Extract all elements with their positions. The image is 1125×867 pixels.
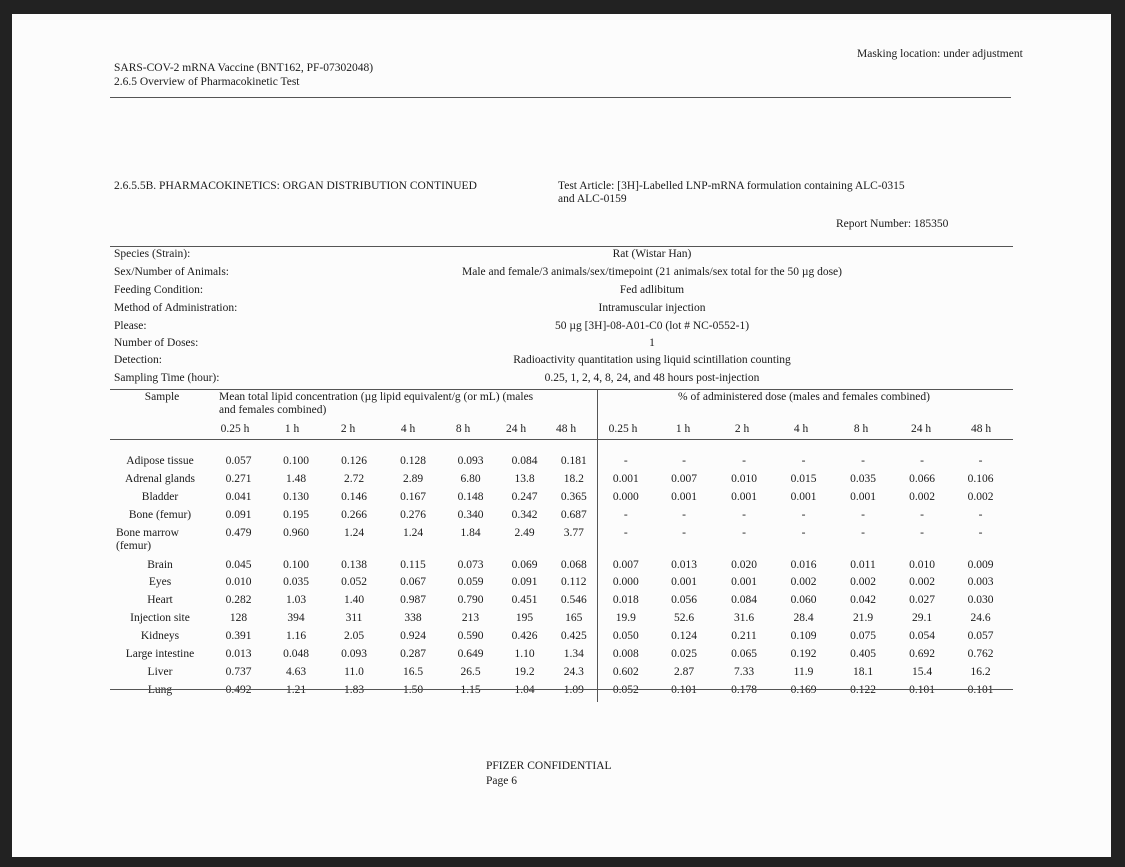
dose-percent-cell: 0.106 bbox=[967, 472, 994, 485]
concentration-cell: 0.057 bbox=[225, 455, 252, 467]
header-rule bbox=[110, 97, 1011, 98]
group-header-dose: % of administered dose (males and females combined) bbox=[678, 391, 930, 403]
dose-percent-cell: 0.007 bbox=[597, 559, 654, 577]
dose-percent-cell: - bbox=[978, 508, 983, 521]
meta-value: Male and female/3 animals/sex/timepoint (21 animals/sex total for the 50 µg dose) bbox=[462, 266, 842, 278]
dose-percent-cell: 0.020 bbox=[731, 558, 757, 571]
sample-cell: Adrenal glands bbox=[125, 472, 195, 485]
sample-cell: Bone marrow (femur) bbox=[116, 526, 179, 552]
time-header: 0.25 h bbox=[608, 423, 638, 435]
concentration-cell bbox=[383, 684, 443, 702]
confidential-label: PFIZER CONFIDENTIAL bbox=[486, 760, 612, 772]
concentration-cell: 0.045 bbox=[225, 558, 252, 571]
concentration-cell: 0.059 bbox=[457, 576, 484, 589]
sample-cell: Large intestine bbox=[125, 648, 195, 661]
meta-value: Fed adlibitum bbox=[619, 284, 685, 296]
dose-percent-cell: 0.602 bbox=[597, 666, 654, 684]
dose-percent-cell: - bbox=[801, 455, 806, 467]
dose-percent-cell: - bbox=[682, 455, 686, 467]
concentration-cell: 1.84 bbox=[460, 526, 481, 539]
dose-percent-cell: 0.692 bbox=[909, 648, 935, 661]
dose-percent-cell: 0.000 bbox=[597, 576, 654, 594]
concentration-cell bbox=[498, 684, 551, 702]
dose-percent-cell: 0.001 bbox=[731, 576, 757, 589]
dose-percent-cell: - bbox=[682, 526, 686, 539]
concentration-cell: 19.2 bbox=[514, 665, 535, 678]
dose-percent-cell: - bbox=[742, 455, 746, 467]
concentration-cell: 0.451 bbox=[511, 594, 538, 607]
concentration-cell: 0.649 bbox=[457, 648, 484, 661]
table-row bbox=[110, 527, 1010, 559]
dose-percent-cell: - bbox=[920, 526, 924, 539]
dose-percent-cell: 16.2 bbox=[970, 665, 991, 678]
meta-label: Species (Strain): bbox=[114, 248, 191, 260]
concentration-cell bbox=[443, 684, 498, 702]
table-row bbox=[110, 594, 1010, 612]
concentration-cell: 1.24 bbox=[402, 526, 424, 539]
sample-cell: Heart bbox=[147, 594, 173, 607]
concentration-cell: 26.5 bbox=[460, 665, 481, 678]
concentration-cell: 338 bbox=[404, 612, 422, 625]
dose-percent-cell bbox=[774, 684, 833, 702]
dose-percent-cell: 0.084 bbox=[731, 594, 757, 607]
concentration-cell: 0.091 bbox=[511, 576, 538, 589]
concentration-cell: 0.052 bbox=[341, 576, 367, 589]
concentration-cell: 6.80 bbox=[460, 472, 481, 485]
concentration-cell: 24.3 bbox=[563, 665, 584, 678]
concentration-cell: 1.48 bbox=[285, 472, 307, 485]
concentration-cell: 1.34 bbox=[563, 648, 584, 661]
dose-percent-cell: - bbox=[801, 508, 806, 521]
dose-percent-cell: 0.056 bbox=[671, 594, 697, 607]
dose-percent-cell: 0.009 bbox=[967, 558, 994, 571]
table-row bbox=[110, 473, 1010, 491]
dose-percent-cell: 21.9 bbox=[852, 612, 874, 625]
time-header: 1 h bbox=[284, 423, 300, 435]
meta-value: Intramuscular injection bbox=[598, 302, 706, 314]
dose-percent-cell: 0.057 bbox=[967, 630, 994, 643]
concentration-cell: 1.24 bbox=[343, 526, 365, 539]
concentration-cell: 0.067 bbox=[400, 576, 426, 589]
dose-percent-cell: 0.001 bbox=[790, 490, 817, 503]
concentration-cell: 0.084 bbox=[511, 455, 538, 467]
dose-percent-cell: 0.192 bbox=[790, 648, 817, 661]
table-body bbox=[110, 455, 1010, 702]
header-bottom-rule bbox=[110, 439, 1013, 440]
concentration-cell: 1.40 bbox=[343, 594, 365, 607]
dose-percent-cell: - bbox=[920, 455, 924, 467]
meta-value: 50 µg [3H]-08-A01-C0 (lot # NC-0552-1) bbox=[554, 320, 750, 332]
time-header: 8 h bbox=[455, 423, 471, 435]
concentration-cell: 2.49 bbox=[514, 526, 535, 539]
concentration-cell: 0.126 bbox=[341, 455, 367, 467]
table-row bbox=[110, 491, 1010, 509]
meta-label: Feeding Condition: bbox=[114, 284, 204, 296]
dose-percent-cell: 0.001 bbox=[671, 490, 697, 503]
concentration-cell: 0.091 bbox=[225, 508, 252, 521]
dose-percent-cell: 0.015 bbox=[790, 472, 817, 485]
concentration-cell: 0.115 bbox=[400, 558, 426, 571]
concentration-cell: 11.0 bbox=[344, 665, 364, 678]
dose-percent-cell: 0.001 bbox=[731, 490, 757, 503]
dose-percent-cell: 7.33 bbox=[733, 665, 755, 678]
sample-cell: Bone (femur) bbox=[128, 508, 192, 521]
concentration-cell: 0.590 bbox=[457, 630, 484, 643]
test-article-line1: Test Article: [3H]-Labelled LNP-mRNA formulation containing ALC-0315 bbox=[558, 180, 905, 192]
group-header-concentration-line2: and females combined) bbox=[219, 404, 327, 416]
concentration-cell: 0.687 bbox=[560, 508, 587, 521]
dose-percent-cell: 11.9 bbox=[793, 665, 814, 678]
dose-percent-cell: 19.9 bbox=[597, 612, 654, 630]
sample-cell: Adipose tissue bbox=[126, 455, 194, 467]
table-row bbox=[110, 612, 1010, 630]
dose-percent-cell bbox=[833, 684, 893, 702]
concentration-cell: 0.093 bbox=[457, 455, 484, 467]
concentration-cell: 0.048 bbox=[283, 648, 309, 661]
concentration-cell: 195 bbox=[515, 612, 534, 625]
dose-percent-cell: 15.4 bbox=[911, 665, 933, 678]
concentration-cell: 0.130 bbox=[283, 490, 309, 503]
dose-percent-cell: 0.211 bbox=[731, 630, 757, 643]
concentration-cell: 0.041 bbox=[225, 490, 252, 503]
concentration-cell: 0.546 bbox=[560, 594, 587, 607]
concentration-cell: 0.013 bbox=[225, 648, 252, 661]
concentration-cell: 0.146 bbox=[341, 490, 367, 503]
dose-percent-cell: 0.007 bbox=[671, 472, 697, 485]
dose-percent-cell: 28.4 bbox=[793, 612, 814, 625]
concentration-cell: 4.63 bbox=[285, 665, 307, 678]
time-header: 24 h bbox=[910, 423, 932, 435]
concentration-cell: 311 bbox=[345, 612, 363, 625]
report-number: Report Number: 185350 bbox=[836, 218, 949, 230]
table-row bbox=[110, 455, 1010, 473]
dose-percent-cell bbox=[654, 684, 714, 702]
concentration-cell: 0.271 bbox=[225, 472, 252, 485]
concentration-cell: 0.100 bbox=[283, 558, 309, 571]
concentration-cell: 0.276 bbox=[400, 508, 426, 521]
concentration-cell: 0.737 bbox=[225, 665, 252, 678]
concentration-cell: 1.16 bbox=[285, 630, 307, 643]
time-header: 24 h bbox=[505, 423, 527, 435]
concentration-cell: 0.425 bbox=[560, 630, 587, 643]
concentration-cell: 0.167 bbox=[400, 490, 426, 503]
concentration-cell bbox=[325, 684, 383, 702]
concentration-cell: 0.960 bbox=[283, 526, 309, 539]
meta-label: Number of Doses: bbox=[114, 337, 199, 349]
document-page bbox=[12, 14, 1111, 857]
dose-percent-cell: 0.003 bbox=[967, 576, 994, 589]
dose-percent-cell: - bbox=[597, 527, 654, 559]
time-header: 1 h bbox=[675, 423, 691, 435]
dose-percent-cell: 0.124 bbox=[671, 630, 697, 643]
meta-label: Detection: bbox=[114, 354, 162, 366]
concentration-cell: 0.266 bbox=[341, 508, 367, 521]
sample-cell: Kidneys bbox=[140, 630, 180, 643]
table-row bbox=[110, 666, 1010, 684]
dose-percent-cell: 0.050 bbox=[597, 630, 654, 648]
dose-percent-cell: 0.060 bbox=[790, 594, 817, 607]
concentration-cell: 2.72 bbox=[343, 472, 365, 485]
concentration-cell: 0.342 bbox=[511, 508, 538, 521]
dose-percent-cell bbox=[893, 684, 951, 702]
dose-percent-cell: 52.6 bbox=[673, 612, 695, 625]
dose-percent-cell: 0.016 bbox=[790, 558, 817, 571]
concentration-cell: 0.181 bbox=[560, 455, 587, 467]
dose-percent-cell: - bbox=[597, 455, 654, 473]
concentration-cell: 0.138 bbox=[341, 558, 367, 571]
concentration-cell: 0.073 bbox=[457, 558, 484, 571]
meta-label: Method of Administration: bbox=[114, 302, 238, 314]
concentration-cell bbox=[551, 684, 597, 702]
dose-percent-cell: - bbox=[861, 455, 865, 467]
concentration-cell: 1.03 bbox=[285, 594, 307, 607]
dose-percent-cell: 0.109 bbox=[790, 630, 817, 643]
time-header: 8 h bbox=[853, 423, 869, 435]
concentration-cell: 18.2 bbox=[563, 472, 584, 485]
dose-percent-cell: 31.6 bbox=[733, 612, 755, 625]
concentration-cell: 16.5 bbox=[402, 665, 424, 678]
meta-label: Sampling Time (hour): bbox=[114, 372, 220, 384]
sample-header: Sample bbox=[144, 391, 180, 403]
concentration-cell: 0.068 bbox=[560, 558, 587, 571]
concentration-cell: 0.987 bbox=[400, 594, 426, 607]
concentration-cell: 0.069 bbox=[511, 558, 538, 571]
dose-percent-cell: 0.000 bbox=[597, 491, 654, 509]
concentration-cell bbox=[210, 684, 267, 702]
dose-percent-cell: 0.010 bbox=[909, 558, 935, 571]
meta-label: Sex/Number of Animals: bbox=[114, 266, 229, 278]
table-row bbox=[110, 684, 1010, 702]
dose-percent-cell: 18.1 bbox=[852, 665, 874, 678]
dose-percent-cell: - bbox=[861, 508, 865, 521]
dose-percent-cell: - bbox=[861, 526, 865, 539]
sample-cell: Injection site bbox=[130, 612, 190, 625]
sample-cell: Eyes bbox=[148, 576, 172, 589]
dose-percent-cell bbox=[714, 684, 774, 702]
table-row bbox=[110, 559, 1010, 577]
table-row bbox=[110, 648, 1010, 666]
concentration-cell: 13.8 bbox=[514, 472, 535, 485]
meta-value: Radioactivity quantitation using liquid scintillation counting bbox=[513, 354, 791, 366]
table-row bbox=[110, 509, 1010, 527]
concentration-cell: 0.924 bbox=[400, 630, 426, 643]
concentration-cell: 394 bbox=[287, 612, 305, 625]
organ-distribution-table bbox=[110, 455, 1010, 702]
table-top-rule bbox=[110, 389, 1013, 390]
sample-cell bbox=[110, 684, 210, 702]
concentration-cell: 2.89 bbox=[402, 472, 424, 485]
dose-percent-cell: 0.030 bbox=[967, 594, 994, 607]
dose-percent-cell: 0.002 bbox=[790, 576, 817, 589]
concentration-cell bbox=[267, 684, 325, 702]
concentration-cell: 213 bbox=[461, 612, 480, 625]
dose-percent-cell: 0.018 bbox=[597, 594, 654, 612]
dose-percent-cell: - bbox=[920, 508, 924, 521]
meta-value: 0.25, 1, 2, 4, 8, 24, and 48 hours post-injection bbox=[544, 372, 760, 384]
concentration-cell: 0.287 bbox=[400, 648, 426, 661]
time-header: 4 h bbox=[793, 423, 809, 435]
concentration-cell: 0.010 bbox=[225, 576, 252, 589]
table-row bbox=[110, 576, 1010, 594]
section-name: 2.6.5 Overview of Pharmacokinetic Test bbox=[114, 76, 300, 88]
page-number: Page 6 bbox=[486, 775, 517, 787]
dose-percent-cell: 0.002 bbox=[967, 490, 994, 503]
dose-percent-cell: 0.002 bbox=[850, 576, 876, 589]
table-bottom-rule bbox=[110, 689, 1013, 690]
concentration-cell: 0.093 bbox=[341, 648, 367, 661]
dose-percent-cell bbox=[597, 684, 654, 702]
test-article-line2: and ALC-0159 bbox=[558, 193, 627, 205]
concentration-cell: 165 bbox=[565, 612, 583, 625]
concentration-cell: 0.112 bbox=[561, 576, 587, 589]
dose-percent-cell: - bbox=[742, 526, 746, 539]
dose-percent-cell: - bbox=[978, 455, 983, 467]
meta-top-rule bbox=[110, 246, 1013, 247]
time-header: 4 h bbox=[400, 423, 416, 435]
concentration-cell: 0.340 bbox=[457, 508, 484, 521]
concentration-cell: 1.10 bbox=[514, 648, 535, 661]
meta-label: Please: bbox=[114, 320, 147, 332]
concentration-cell: 2.05 bbox=[343, 630, 365, 643]
dose-percent-cell: 0.011 bbox=[850, 558, 876, 571]
concentration-cell: 0.282 bbox=[225, 594, 252, 607]
dose-percent-cell: 0.010 bbox=[731, 472, 757, 485]
concentration-cell: 0.128 bbox=[400, 455, 426, 467]
dose-percent-cell: - bbox=[742, 508, 746, 521]
dose-percent-cell: - bbox=[978, 526, 983, 539]
dose-percent-cell: 0.066 bbox=[909, 472, 935, 485]
dose-percent-cell: 0.025 bbox=[671, 648, 697, 661]
dose-percent-cell bbox=[951, 684, 1010, 702]
product-name: SARS-COV-2 mRNA Vaccine (BNT162, PF-07302048) bbox=[114, 62, 374, 74]
dose-percent-cell: 0.054 bbox=[909, 630, 935, 643]
time-header: 48 h bbox=[555, 423, 577, 435]
concentration-cell: 0.100 bbox=[283, 455, 309, 467]
concentration-cell: 128 bbox=[229, 612, 248, 625]
sample-cell: Liver bbox=[147, 665, 173, 678]
dose-percent-cell: 0.762 bbox=[967, 648, 994, 661]
concentration-cell: 0.365 bbox=[560, 490, 587, 503]
dose-percent-cell: 29.1 bbox=[911, 612, 933, 625]
concentration-cell: 0.391 bbox=[225, 630, 252, 643]
dose-percent-cell: 0.002 bbox=[909, 576, 935, 589]
table-title: 2.6.5.5B. PHARMACOKINETICS: ORGAN DISTRIBUTION CONTINUED bbox=[114, 180, 477, 192]
dose-percent-cell: 0.075 bbox=[850, 630, 876, 643]
concentration-cell: 0.790 bbox=[457, 594, 484, 607]
concentration-cell: 0.195 bbox=[283, 508, 309, 521]
dose-percent-cell: 0.027 bbox=[909, 594, 935, 607]
dose-percent-cell: - bbox=[682, 508, 686, 521]
time-header: 48 h bbox=[970, 423, 992, 435]
table-row bbox=[110, 630, 1010, 648]
dose-percent-cell: 0.042 bbox=[850, 594, 876, 607]
concentration-cell: 0.148 bbox=[457, 490, 484, 503]
sample-cell: Bladder bbox=[141, 490, 179, 503]
concentration-cell: 0.247 bbox=[511, 490, 538, 503]
dose-percent-cell: - bbox=[801, 526, 806, 539]
dose-percent-cell: 0.008 bbox=[597, 648, 654, 666]
dose-percent-cell: 0.002 bbox=[909, 490, 935, 503]
dose-percent-cell: 24.6 bbox=[970, 612, 991, 625]
time-header: 2 h bbox=[734, 423, 750, 435]
dose-percent-cell: 0.001 bbox=[671, 576, 697, 589]
concentration-cell: 3.77 bbox=[563, 526, 584, 539]
concentration-cell: 0.479 bbox=[225, 526, 252, 539]
dose-percent-cell: 0.035 bbox=[850, 472, 876, 485]
group-header-concentration-line1: Mean total lipid concentration (µg lipid equivalent/g (or mL) (males bbox=[219, 391, 534, 403]
sample-cell: Brain bbox=[147, 558, 173, 571]
time-header: 0.25 h bbox=[220, 423, 250, 435]
dose-percent-cell: 2.87 bbox=[673, 665, 695, 678]
meta-value: Rat (Wistar Han) bbox=[612, 248, 692, 260]
dose-percent-cell: 0.065 bbox=[731, 648, 757, 661]
dose-percent-cell: 0.013 bbox=[671, 558, 697, 571]
dose-percent-cell: 0.405 bbox=[850, 648, 876, 661]
masking-note: Masking location: under adjustment bbox=[857, 48, 1023, 60]
concentration-cell: 0.035 bbox=[283, 576, 309, 589]
meta-value: 1 bbox=[649, 337, 655, 349]
time-header: 2 h bbox=[340, 423, 356, 435]
dose-percent-cell: - bbox=[597, 509, 654, 527]
concentration-cell: 0.426 bbox=[511, 630, 538, 643]
dose-percent-cell: 0.001 bbox=[850, 490, 876, 503]
dose-percent-cell: 0.001 bbox=[597, 473, 654, 491]
